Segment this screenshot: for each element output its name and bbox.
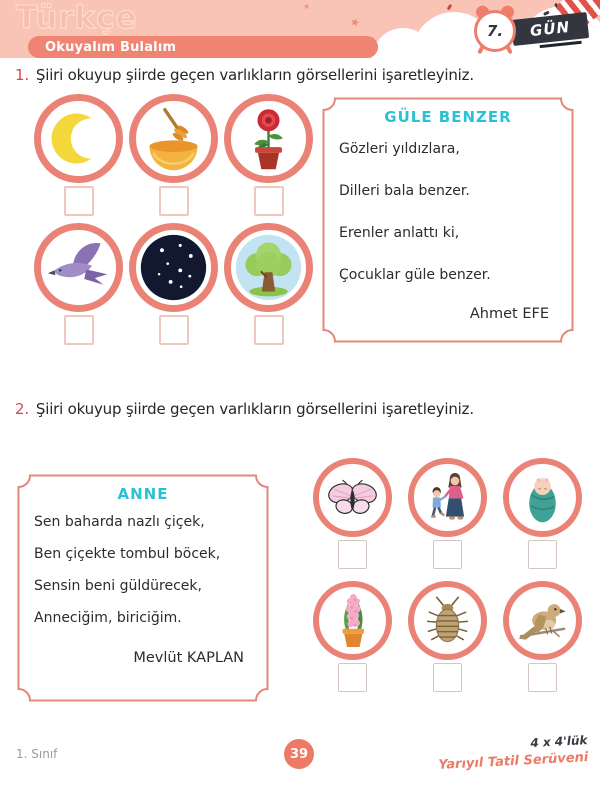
poem2-title: ANNE [117, 485, 169, 503]
image-option-baby [503, 458, 582, 569]
checkbox-baby[interactable] [528, 540, 557, 569]
star-icon: ★ [302, 1, 311, 12]
checkbox-tree[interactable] [254, 315, 284, 345]
exercise2-instruction-text: Şiiri okuyup şiirde geçen varlıkların görsellerini işaretleyiniz. [35, 400, 474, 418]
poem2-author: Mevlüt KAPLAN [133, 650, 244, 666]
perched-bird-icon [503, 581, 582, 660]
image-option-honey [129, 94, 218, 216]
checkbox-bird[interactable] [64, 315, 94, 345]
footer-grade: 1. Sınıf [16, 747, 58, 761]
poem1-line: Gözleri yıldızlara, [339, 141, 460, 157]
footer-series-line2: Yarıyıl Tatil Serüveni [438, 750, 589, 774]
image-option-hyacinth [313, 581, 392, 692]
exercise2-number: 2. [15, 400, 29, 418]
image-option-tree [224, 223, 313, 345]
star-icon: ★ [348, 14, 362, 31]
hyacinth-in-pot-icon [313, 581, 392, 660]
poem-box-gule-benzer [322, 97, 574, 343]
exercise2-image-grid [305, 458, 593, 692]
rose-in-pot-icon [224, 94, 313, 183]
checkbox-butterfly[interactable] [338, 540, 367, 569]
footer-series-line1: 4 x 4'lük [529, 733, 588, 751]
poem2-line: Anneciğim, biriciğim. [34, 610, 182, 626]
subject-title: Türkçe [16, 0, 138, 36]
image-option-bug [408, 581, 487, 692]
poem2-line: Sen baharda nazlı çiçek, [34, 514, 205, 530]
checkbox-honey[interactable] [159, 186, 189, 216]
checkbox-rose[interactable] [254, 186, 284, 216]
mother-and-child-icon [408, 458, 487, 537]
poem1-line: Dilleri bala benzer. [339, 183, 470, 199]
footer-series [437, 732, 589, 776]
poem1-title: GÜLE BENZER [384, 108, 512, 126]
spark-decoration [447, 4, 452, 10]
night-sky-stars-icon [129, 223, 218, 312]
bug-icon [408, 581, 487, 660]
poem-box-anne [17, 474, 269, 702]
checkbox-moon[interactable] [64, 186, 94, 216]
checkbox-mother-child[interactable] [433, 540, 462, 569]
image-option-moon [34, 94, 123, 216]
checkbox-perched-bird[interactable] [528, 663, 557, 692]
exercise1-image-grid [31, 94, 321, 345]
poem2-line: Sensin beni güldürecek, [34, 578, 202, 594]
image-option-mother-child [408, 458, 487, 569]
section-tab-label: Okuyalım Bulalım [45, 39, 177, 55]
exercise1-number: 1. [15, 66, 29, 84]
exercise2-instruction [15, 400, 474, 418]
honey-bowl-icon [129, 94, 218, 183]
page-header [0, 0, 600, 58]
day-number: 7. [474, 10, 516, 52]
image-option-rose [224, 94, 313, 216]
image-option-bird [34, 223, 123, 345]
poem1-line: Erenler anlattı ki, [339, 225, 460, 241]
swaddled-baby-icon [503, 458, 582, 537]
exercise1-instruction [15, 66, 474, 84]
day-banner [511, 12, 589, 46]
page-number: 39 [284, 739, 314, 769]
section-tab [28, 36, 378, 58]
poem1-line: Çocuklar güle benzer. [339, 267, 491, 283]
tree-icon [224, 223, 313, 312]
day-badge [472, 4, 592, 56]
crescent-moon-icon [34, 94, 123, 183]
checkbox-stars[interactable] [159, 315, 189, 345]
exercise1-instruction-text: Şiiri okuyup şiirde geçen varlıkların görsellerini işaretleyiniz. [35, 66, 474, 84]
flying-bird-icon [34, 223, 123, 312]
image-option-stars [129, 223, 218, 345]
day-banner-label: GÜN [529, 17, 571, 41]
alarm-clock-icon [472, 6, 518, 54]
poem2-line: Ben çiçekte tombul böcek, [34, 546, 221, 562]
butterfly-icon [313, 458, 392, 537]
poem1-author: Ahmet EFE [469, 306, 549, 322]
image-option-butterfly [313, 458, 392, 569]
checkbox-hyacinth[interactable] [338, 663, 367, 692]
image-option-perched-bird [503, 581, 582, 692]
checkbox-bug[interactable] [433, 663, 462, 692]
